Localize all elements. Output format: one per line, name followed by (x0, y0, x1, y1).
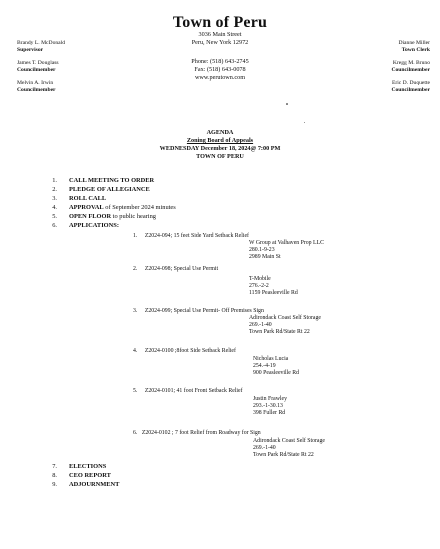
official-name: Melvin A. Irwin (17, 80, 54, 86)
application-title: Z2024-0100 ;8foot Side Setback Relief (144, 348, 236, 354)
application-4-details (253, 356, 299, 377)
application-6-details (253, 438, 325, 459)
meeting-town: TOWN OF PERU (196, 153, 244, 160)
applicant-name: W Group at Valhaven Prop LLC (249, 240, 324, 246)
official-role: Supervisor (17, 46, 44, 53)
application-5-details (253, 396, 287, 417)
agenda-item-4 (45, 204, 345, 212)
official-councilmember-3 (391, 60, 430, 73)
item-text: of September 2024 minutes (103, 204, 176, 211)
item-heading: APPROVAL (69, 204, 104, 211)
website-link[interactable]: www.perutown.com (194, 74, 246, 81)
applicant-name: Nicholas Lucia (253, 356, 289, 362)
agenda-item-6 (45, 222, 345, 230)
official-name: Eric D. Duquette (391, 80, 430, 86)
address-line-2: Peru, New York 12972 (191, 39, 249, 46)
application-title: Z2024-0101; 41 foot Front Setback Relief (144, 388, 243, 394)
phone-number: Phone: (518) 643-2745 (191, 58, 249, 65)
item-heading: CEO REPORT (69, 472, 111, 479)
applicant-name: Adirondack Coast Self Storage (249, 315, 321, 321)
application-title: Z2024-098; Special Use Permit (144, 266, 219, 272)
item-heading: ELECTIONS (69, 463, 107, 470)
tax-map-number: 293.-1-30.13 (253, 403, 283, 409)
application-3-details (249, 315, 321, 336)
item-number: 6. (52, 222, 57, 229)
item-number: 7. (52, 463, 57, 470)
item-number: 2. (52, 186, 57, 193)
item-heading: OPEN FLOOR (69, 213, 112, 220)
agenda-item-8 (45, 472, 345, 480)
item-heading: ADJOURNMENT (69, 481, 120, 488)
application-1 (133, 233, 249, 240)
application-number: 5. (133, 388, 138, 394)
application-number: 4. (133, 348, 138, 354)
official-town-clerk (398, 40, 430, 53)
application-title: Z2024-0102 ; 7 foot Relief from Roadway for Sign (141, 430, 261, 436)
application-1-details (249, 240, 324, 261)
item-number: 4. (52, 204, 57, 211)
fax-number: Fax: (518) 643-0078 (194, 66, 246, 73)
agenda-item-9 (45, 481, 345, 489)
item-number: 8. (52, 472, 57, 479)
property-address: Town Park Rd/State Rt 22 (249, 329, 310, 335)
property-address: Town Park Rd/State Rt 22 (253, 452, 314, 458)
item-heading: CALL MEETING TO ORDER (69, 177, 155, 184)
item-number: 9. (52, 481, 57, 488)
applicant-name: Adirondack Coast Self Storage (253, 438, 325, 444)
official-councilmember-2 (17, 80, 56, 93)
application-number: 3. (133, 308, 138, 314)
official-role: Councilmember (17, 86, 56, 93)
item-heading: PLEDGE OF ALLEGIANCE (69, 186, 150, 193)
application-number: 6. (133, 430, 138, 436)
property-address: 2989 Main St (249, 254, 281, 260)
tax-map-number: 269.-1-40 (249, 322, 272, 328)
item-heading: ROLL CALL (69, 195, 107, 202)
meeting-date: WEDNESDAY December 18, 2024@ 7:00 PM (159, 145, 281, 152)
official-role: Councilmember (391, 66, 430, 73)
application-title: Z2024-094; 15 feet Side Yard Setback Relief (144, 233, 249, 239)
official-name: James T. Douglass (17, 60, 59, 66)
tax-map-number: 269.-1-40 (253, 445, 276, 451)
agenda-item-1 (45, 177, 345, 185)
board-name: Zoning Board of Appeals (186, 137, 254, 144)
agenda-item-3 (45, 195, 345, 203)
property-address: 398 Fuller Rd (253, 410, 286, 416)
official-councilmember-1 (17, 60, 59, 73)
application-2 (133, 266, 218, 273)
scan-speck (286, 103, 288, 105)
item-number: 1. (52, 177, 57, 184)
application-number: 1. (133, 233, 138, 239)
official-role: Councilmember (17, 66, 56, 73)
official-councilmember-4 (391, 80, 430, 93)
town-title: Town of Peru (172, 14, 268, 31)
scan-speck (304, 122, 305, 123)
application-number: 2. (133, 266, 138, 272)
application-4 (133, 348, 236, 355)
property-address: 1159 Peasleeville Rd (249, 290, 298, 296)
address-line-1: 3036 Main Street (198, 31, 242, 38)
item-number: 3. (52, 195, 57, 202)
tax-map-number: 276.-2-2 (249, 283, 269, 289)
applicant-name: T-Mobile (249, 276, 271, 282)
property-address: 900 Peasleeville Rd (253, 370, 300, 376)
official-name: Brandy L. McDonald (17, 40, 66, 46)
applicant-name: Justin Frawley (253, 396, 287, 402)
tax-map-number: 254.-4-19 (253, 363, 276, 369)
agenda-item-2 (45, 186, 345, 194)
official-supervisor (17, 40, 65, 53)
official-role: Town Clerk (401, 46, 430, 53)
item-number: 5. (52, 213, 57, 220)
agenda-title: AGENDA (206, 129, 234, 136)
item-heading: APPLICATIONS: (69, 222, 119, 229)
application-2-details (249, 276, 298, 297)
official-role: Councilmember (391, 86, 430, 93)
official-name: Dianne Miller (398, 40, 430, 46)
application-title: Z2024-099; Special Use Permit- Off Premises Sign (144, 308, 264, 314)
item-text: to public hearing (111, 213, 156, 220)
application-5 (133, 388, 243, 395)
application-3 (133, 308, 264, 315)
agenda-item-5 (45, 213, 345, 221)
application-6 (133, 430, 261, 437)
agenda-item-7 (45, 463, 345, 471)
official-name: Kregg M. Bruno (392, 60, 430, 66)
tax-map-number: 280.1-9-23 (249, 247, 275, 253)
